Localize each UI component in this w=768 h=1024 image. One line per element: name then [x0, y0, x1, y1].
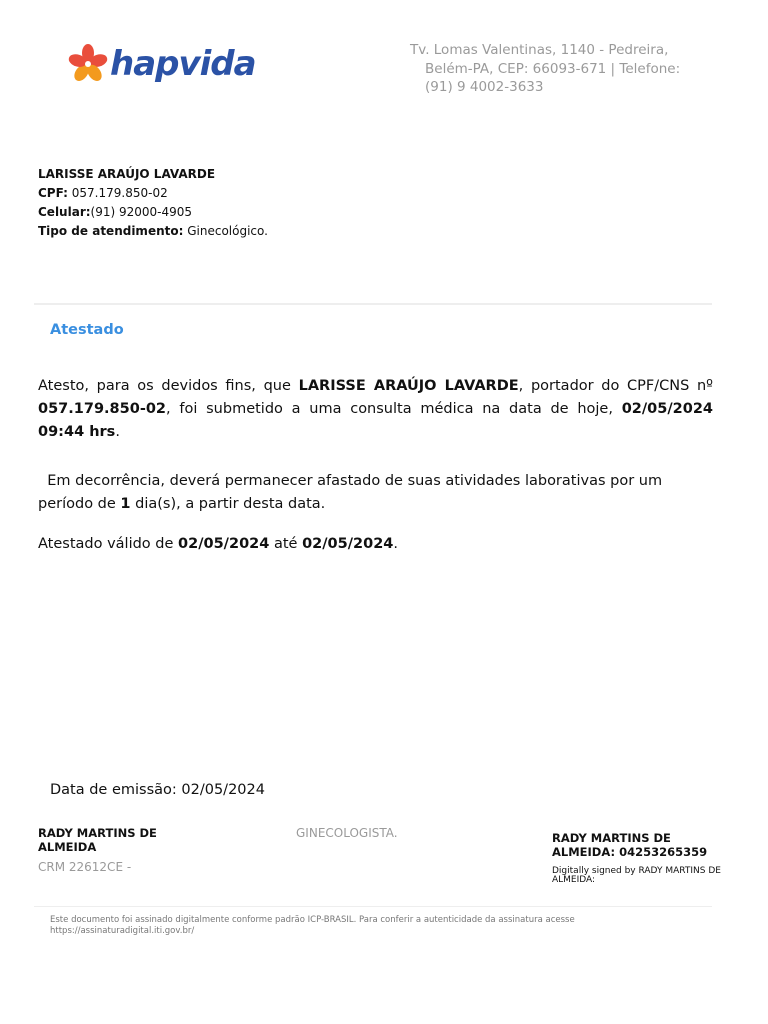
doctor-block [38, 826, 208, 874]
p1-datetime: 02/05/2024 09:44 hrs [38, 401, 713, 440]
address-line-1: Tv. Lomas Valentinas, 1140 - Pedreira, [410, 42, 669, 58]
phone-label: Celular: [38, 205, 91, 219]
clinic-address [410, 41, 710, 97]
signature-name: RADY MARTINS DE ALMEIDA: 04253265359 [552, 831, 708, 859]
doctor-specialty: GINECOLOGISTA. [296, 826, 398, 840]
brand-name: hapvida [110, 44, 256, 84]
p1-cpf: 057.179.850-02 [38, 401, 167, 417]
p3-to-date: 02/05/2024 [302, 536, 394, 552]
service-label: Tipo de atendimento: [38, 224, 184, 238]
p3-text-b: até [269, 536, 303, 552]
patient-name: LARISSE ARAÚJO LAVARDE [38, 167, 216, 181]
p1-text-a: Atesto, para os devidos fins, que [38, 378, 299, 394]
doctor-name: RADY MARTINS DE ALMEIDA [38, 826, 157, 854]
p2-text-b: dia(s), a partir desta data. [130, 496, 326, 512]
document-title: Atestado [50, 322, 124, 338]
phone-value: (91) 92000-4905 [90, 205, 193, 219]
p3-from-date: 02/05/2024 [178, 536, 270, 552]
p1-patient-name: LARISSE ARAÚJO LAVARDE [298, 378, 519, 394]
attest-paragraph [38, 375, 713, 444]
p1-text-d: . [115, 424, 120, 440]
patient-info [38, 165, 268, 241]
digital-signature [552, 832, 722, 885]
address-line-3: (91) 9 4002-3633 [425, 79, 544, 95]
p1-text-c: , foi submetido a uma consulta médica na data de hoje, [166, 401, 622, 417]
p2-text-a: Em decorrência, deverá permanecer afastado de suas atividades laborativas por um período de [38, 473, 663, 512]
address-line-2: Belém-PA, CEP: 66093-671 | Telefone: [425, 60, 681, 77]
divider-top [34, 303, 712, 305]
cpf-label: CPF: [38, 186, 68, 200]
cpf-value: 057.179.850-02 [67, 186, 168, 200]
leave-paragraph [38, 470, 713, 516]
p2-days: 1 [120, 496, 131, 512]
p3-text-c: . [393, 536, 398, 552]
p3-text-a: Atestado válido de [38, 536, 179, 552]
emission-date: Data de emissão: 02/05/2024 [50, 782, 265, 798]
signature-digital-note: Digitally signed by RADY MARTINS DE ALMEIDA: [552, 866, 721, 885]
validity-paragraph [38, 533, 713, 556]
flower-icon [66, 42, 110, 86]
service-value: Ginecológico. [183, 224, 268, 238]
hapvida-logo [66, 42, 256, 88]
divider-bottom [34, 906, 712, 907]
icp-disclaimer: Este documento foi assinado digitalmente conforme padrão ICP-BRASIL. Para conferir a autenticidade da assinatura acesse https://assinaturadigital.iti.gov.br/ [50, 915, 575, 936]
p1-text-b: , portador do CPF/CNS nº [518, 378, 713, 394]
doctor-crm: CRM 22612CE - [38, 860, 132, 874]
